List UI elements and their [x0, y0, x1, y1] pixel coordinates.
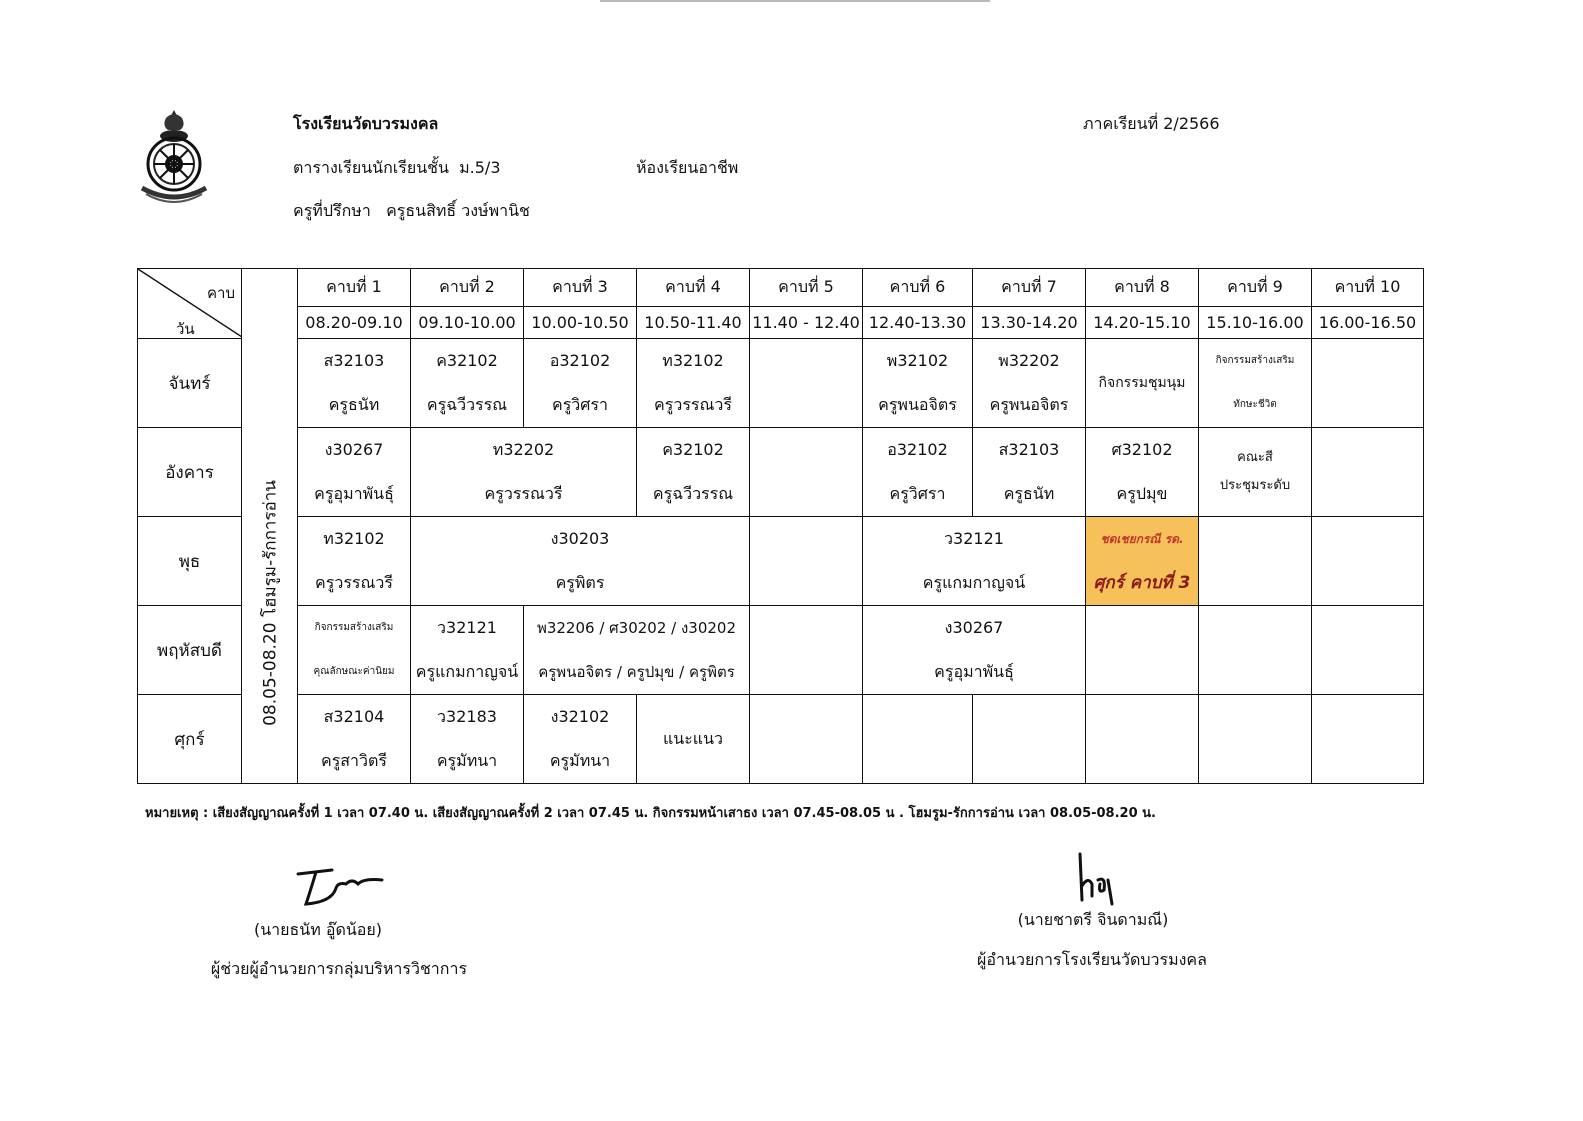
class-cell: ง30267 ครูอุมาพันธุ์	[863, 606, 1086, 695]
homeroom-label: 08.05-08.20 โฮมรูม-รักการอ่าน	[260, 480, 280, 727]
period-time: 16.00-16.50	[1312, 307, 1424, 339]
empty-cell	[1199, 606, 1312, 695]
period-header: คาบที่ 3	[524, 269, 637, 307]
guidance-cell: แนะแนว	[637, 695, 750, 784]
homeroom-column	[242, 269, 298, 784]
room-type: ห้องเรียนอาชีพ	[636, 158, 739, 177]
empty-cell	[1312, 695, 1424, 784]
class-cell: พ32202 ครูพนอจิตร	[973, 339, 1086, 428]
empty-cell	[1312, 517, 1424, 606]
period-time: 14.20-15.10	[1086, 307, 1199, 339]
period-header: คาบที่ 6	[863, 269, 973, 307]
day-tuesday: อังคาร	[138, 428, 242, 517]
class-cell: ส32104 ครูสาวิตรี	[298, 695, 411, 784]
class-cell: ท32102 ครูวรรณวรี	[298, 517, 411, 606]
timetable	[137, 268, 1424, 784]
empty-cell	[750, 339, 863, 428]
period-header: คาบที่ 9	[1199, 269, 1312, 307]
empty-cell	[1199, 517, 1312, 606]
right-signature-mark	[1070, 850, 1120, 910]
period-header: คาบที่ 4	[637, 269, 750, 307]
period-header: คาบที่ 10	[1312, 269, 1424, 307]
class-cell: พ32102 ครูพนอจิตร	[863, 339, 973, 428]
footnote: หมายเหตุ : เสียงสัญญาณครั้งที่ 1 เวลา 07.40 น. เสียงสัญญาณครั้งที่ 2 เวลา 07.45 น. กิจกรรมหน้าเสาธง เวลา 07.45-08.05 น . โฮมรูม-รักการอ่าน เวลา 08.05-08.20 น.	[145, 806, 1156, 821]
advisor: ครูที่ปรึกษา ครูธนสิทธิ์ วงษ์พานิช	[293, 201, 530, 220]
right-signer-name: (นายชาตรี จินดามณี)	[1017, 910, 1169, 929]
school-name: โรงเรียนวัดบวรมงคล	[293, 114, 439, 133]
period-time: 11.40 - 12.40	[750, 307, 863, 339]
class-cell: ศ32102 ครูปมุข	[1086, 428, 1199, 517]
empty-cell	[750, 517, 863, 606]
top-edge-line	[600, 0, 990, 2]
left-signer-name: (นายธนัท อู๊ดน้อย)	[253, 920, 383, 939]
activity-cell: คณะสี ประชุมระดับ	[1199, 428, 1312, 517]
empty-cell	[1312, 428, 1424, 517]
empty-cell	[750, 695, 863, 784]
semester: ภาคเรียนที่ 2/2566	[1083, 114, 1220, 133]
period-time: 15.10-16.00	[1199, 307, 1312, 339]
day-monday: จันทร์	[138, 339, 242, 428]
day-thursday: พฤหัสบดี	[138, 606, 242, 695]
class-cell: อ32102 ครูวิศรา	[863, 428, 973, 517]
period-header: คาบที่ 5	[750, 269, 863, 307]
period-time: 12.40-13.30	[863, 307, 973, 339]
day-friday: ศุกร์	[138, 695, 242, 784]
right-signer-title: ผู้อำนวยการโรงเรียนวัดบวรมงคล	[977, 950, 1207, 969]
left-signature-mark	[292, 862, 388, 912]
empty-cell	[1312, 606, 1424, 695]
empty-cell	[1312, 339, 1424, 428]
period-time: 10.50-11.40	[637, 307, 750, 339]
empty-cell	[750, 606, 863, 695]
class-cell: ว32183 ครูมัทนา	[411, 695, 524, 784]
class-cell: ง30203 ครูพิตร	[411, 517, 750, 606]
period-time: 10.00-10.50	[524, 307, 637, 339]
period-header: คาบที่ 2	[411, 269, 524, 307]
class-cell: ส32103 ครูธนัท	[298, 339, 411, 428]
corner-cell	[138, 269, 242, 339]
activity-cell: กิจกรรมสร้างเสริม คุณลักษณะค่านิยม	[298, 606, 411, 695]
period-time: 09.10-10.00	[411, 307, 524, 339]
advisor-name: ครูธนสิทธิ์ วงษ์พานิช	[386, 201, 530, 220]
class-cell: ง32102 ครูมัทนา	[524, 695, 637, 784]
period-time: 08.20-09.10	[298, 307, 411, 339]
class-cell: ว32121 ครูแกมกาญจน์	[863, 517, 1086, 606]
day-wednesday: พุธ	[138, 517, 242, 606]
corner-day-label: วัน	[176, 320, 195, 338]
activity-cell: กิจกรรมสร้างเสริม ทักษะชีวิต	[1199, 339, 1312, 428]
empty-cell	[1086, 695, 1199, 784]
period-time: 13.30-14.20	[973, 307, 1086, 339]
class-value: ม.5/3	[459, 158, 501, 177]
corner-period-label: คาบ	[207, 284, 235, 302]
school-emblem-icon	[136, 106, 212, 210]
class-cell: ง30267 ครูอุมาพันธุ์	[298, 428, 411, 517]
period-header: คาบที่ 8	[1086, 269, 1199, 307]
class-cell: พ32206 / ศ30202 / ง30202 ครูพนอจิตร / ครูปมุข / ครูพิตร	[524, 606, 750, 695]
empty-cell	[1199, 695, 1312, 784]
empty-cell	[1086, 606, 1199, 695]
class-cell: ค32102 ครูฉวีวรรณ	[411, 339, 524, 428]
class-cell: ส32103 ครูธนัท	[973, 428, 1086, 517]
class-cell: ท32202 ครูวรรณวรี	[411, 428, 637, 517]
empty-cell	[973, 695, 1086, 784]
club-activity-cell: กิจกรรมชุมนุม	[1086, 339, 1199, 428]
period-header: คาบที่ 1	[298, 269, 411, 307]
makeup-class-cell: ชดเชยกรณี รด. ศุกร์ คาบที่ 3	[1086, 517, 1199, 606]
class-cell: ท32102 ครูวรรณวรี	[637, 339, 750, 428]
class-cell: อ32102 ครูวิศรา	[524, 339, 637, 428]
period-header: คาบที่ 7	[973, 269, 1086, 307]
empty-cell	[863, 695, 973, 784]
class-label: ตารางเรียนนักเรียนชั้น ม.5/3	[293, 158, 501, 177]
class-cell: ว32121 ครูแกมกาญจน์	[411, 606, 524, 695]
left-signer-title: ผู้ช่วยผู้อำนวยการกลุ่มบริหารวิชาการ	[210, 959, 468, 978]
empty-cell	[750, 428, 863, 517]
class-cell: ค32102 ครูฉวีวรรณ	[637, 428, 750, 517]
